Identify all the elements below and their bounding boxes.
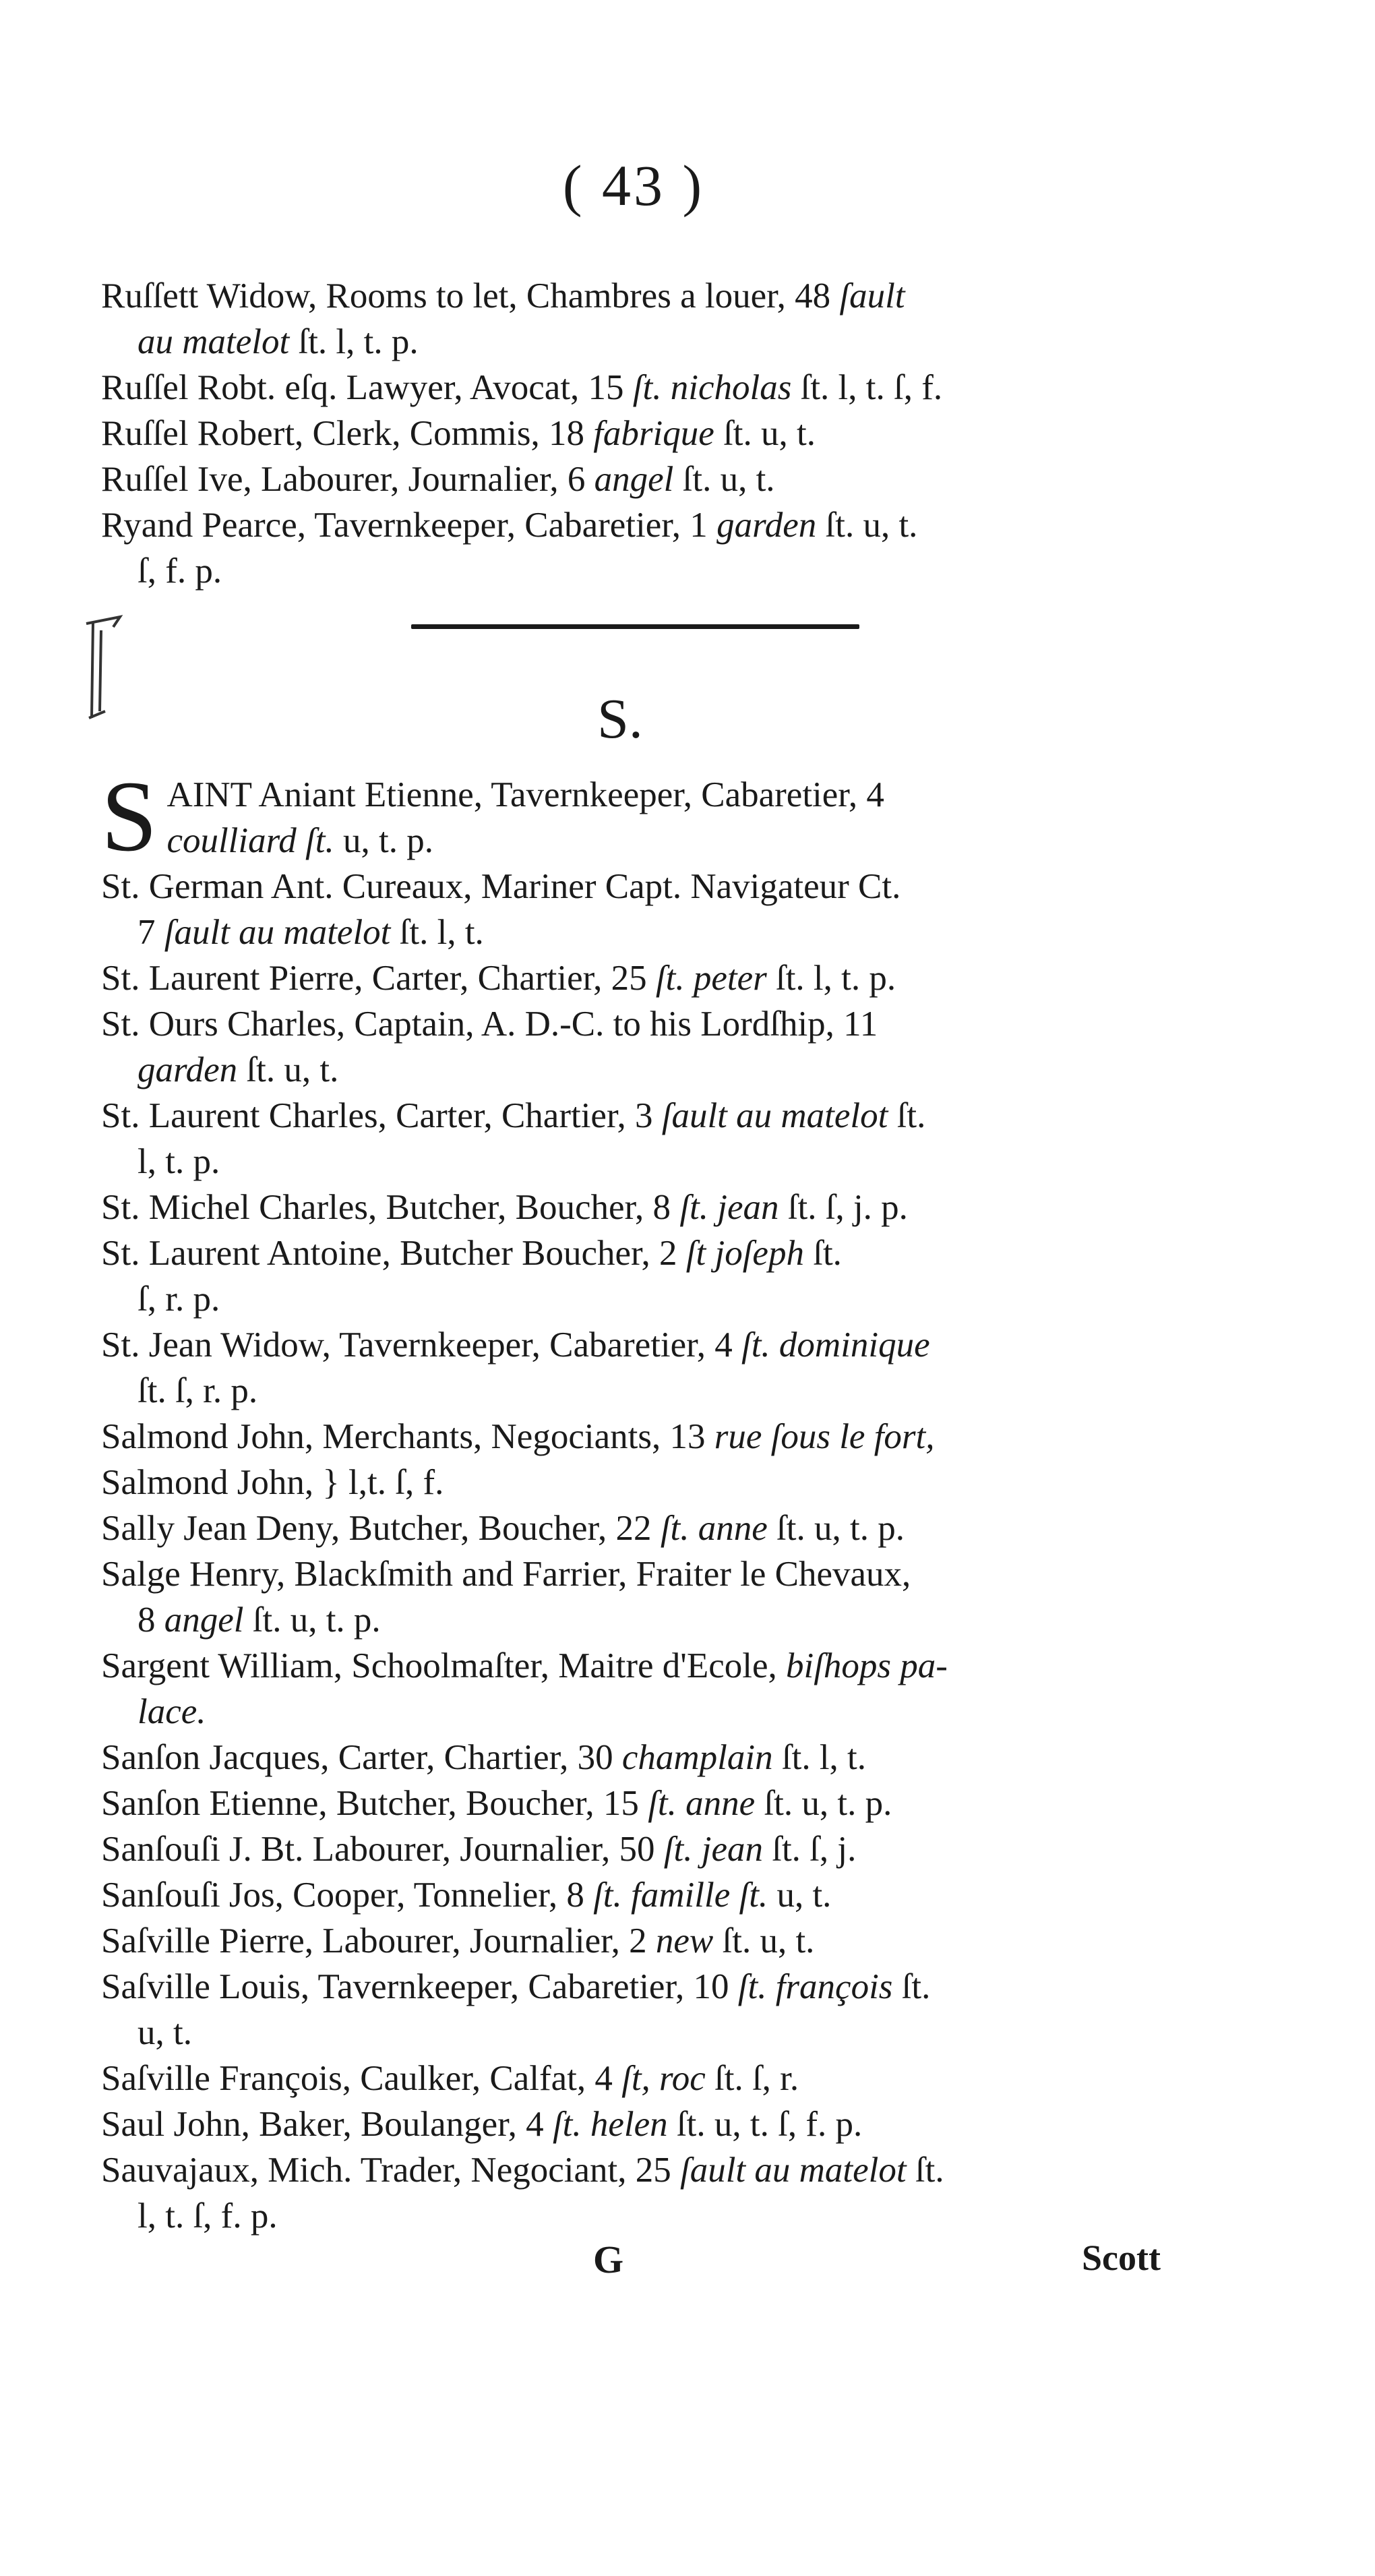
entry-text: Saſville François, Caulker, Calfat, 4 — [101, 2059, 622, 2098]
directory-entry — [101, 1551, 1173, 1643]
entry-location: ſt. — [803, 1234, 842, 1273]
entry-continuation-text: ſt. u, t. p. — [243, 1600, 381, 1640]
entry-address: ſt. peter — [655, 959, 767, 998]
entry-text: Sanſouſi J. Bt. Labourer, Journalier, 50 — [101, 1830, 664, 1869]
entry-location: ſt. — [892, 1967, 931, 2006]
entry-address: champlain — [621, 1738, 773, 1777]
entry-text: St. Michel Charles, Butcher, Boucher, 8 — [101, 1188, 680, 1227]
entry-continuation — [101, 1368, 1173, 1414]
entry-location: ſt. — [888, 1096, 926, 1135]
entry-address: ſt. helen — [552, 2105, 668, 2144]
entry-address: ſault au matelot — [661, 1096, 888, 1135]
entry-text: St. Laurent Antoine, Butcher Boucher, 2 — [101, 1234, 686, 1273]
entry-address: new — [655, 1921, 714, 1960]
directory-entry — [101, 273, 1173, 365]
entries-r — [101, 273, 1173, 594]
entry-location: ſt. u, t. — [714, 414, 816, 453]
directory-entry — [101, 365, 1173, 411]
entry-continuation-address: garden — [138, 1050, 238, 1089]
directory-entry — [101, 955, 1173, 1001]
entry-address: ſt joſeph — [685, 1234, 804, 1273]
entry-continuation-text: ſ, f. p. — [138, 551, 222, 591]
entry-text: Sauvajaux, Mich. Trader, Negociant, 25 — [101, 2151, 680, 2190]
entry-text: St. Laurent Pierre, Carter, Chartier, 25 — [101, 959, 656, 998]
entry-location: ſt. u, t. — [673, 460, 775, 499]
entry-continuation-text: u, t. p. — [334, 821, 433, 860]
entry-address: ſt. jean — [679, 1188, 779, 1227]
directory-entry — [101, 760, 1173, 872]
entry-location: ſt. l, t. p. — [766, 959, 896, 998]
catchword: Scott — [1082, 2238, 1161, 2278]
directory-entry — [101, 1735, 1173, 1780]
page-number: ( 43 ) — [562, 153, 705, 218]
entry-continuation — [101, 909, 1173, 955]
entry-text: Ruſſel Robt. eſq. Lawyer, Avocat, 15 — [101, 368, 633, 407]
directory-entry — [101, 1414, 1173, 1460]
entry-text: Sanſon Jacques, Carter, Chartier, 30 — [101, 1738, 622, 1777]
directory-entry — [101, 1460, 1173, 1505]
entry-continuation-number: 7 — [138, 913, 164, 952]
entry-location: ſt. ſ, j. p. — [778, 1188, 908, 1227]
directory-entry — [101, 2056, 1173, 2101]
entry-continuation — [101, 2193, 1173, 2239]
entry-continuation-text: ſt. u, t. — [237, 1050, 339, 1089]
entries-s — [101, 760, 1173, 2239]
entry-text: St. German Ant. Cureaux, Mariner Capt. Navigateur Ct. — [101, 867, 901, 906]
entry-location: ſt. ſ, j. — [762, 1830, 857, 1869]
entry-address: ſt. françois — [737, 1967, 893, 2006]
entry-address: ſt. jean — [663, 1830, 763, 1869]
entry-location: ſt. u, t. — [713, 1921, 815, 1960]
entry-text: Saſville Pierre, Labourer, Journalier, 2 — [101, 1921, 656, 1960]
entry-address: ſt, roc — [621, 2059, 706, 2098]
entry-continuation-address: ſault au matelot — [164, 913, 391, 952]
section-letter-heading: S. — [597, 688, 643, 750]
entry-continuation-text: l, t. p. — [138, 1142, 220, 1181]
entry-continuation-text: ſt. l, t. — [390, 913, 484, 952]
entry-text: St. Laurent Charles, Carter, Chartier, 3 — [101, 1096, 662, 1135]
entry-address: ſt. nicholas — [632, 368, 792, 407]
directory-entry — [101, 1230, 1173, 1322]
entry-address: biſhops pa- — [785, 1646, 948, 1685]
entry-location: ſt. l, t. ſ, f. — [791, 368, 943, 407]
entry-continuation — [101, 1276, 1173, 1322]
entry-continuation — [101, 818, 1173, 864]
entry-text: Saul John, Baker, Boulanger, 4 — [101, 2105, 553, 2144]
entry-continuation-address: coulliard ſt. — [166, 821, 334, 860]
entry-text: AINT Aniant Etienne, Tavernkeeper, Cabaretier, 4 — [166, 775, 884, 814]
entry-text: Ryand Pearce, Tavernkeeper, Cabaretier, 1 — [101, 506, 717, 545]
directory-entry — [101, 1001, 1173, 1093]
entry-location: ſt. u, t. p. — [755, 1784, 892, 1823]
entry-text: Salmond John, } l,t. ſ, f. — [101, 1463, 444, 1502]
entry-continuation — [101, 2010, 1173, 2056]
entry-text: Ruſſel Ive, Labourer, Journalier, 6 — [101, 460, 594, 499]
entry-address: angel — [594, 460, 674, 499]
entry-continuation — [101, 1689, 1173, 1735]
entry-location: ſt. l, t. — [772, 1738, 867, 1777]
directory-entry — [101, 1872, 1173, 1918]
directory-entry — [101, 1918, 1173, 1964]
entry-address: ſault — [839, 276, 905, 316]
entry-location: ſt. u, t. — [816, 506, 918, 545]
entry-address: ſt. famille ſt. — [593, 1876, 768, 1915]
directory-entry — [101, 411, 1173, 456]
entry-address: garden — [716, 506, 817, 545]
entry-continuation — [101, 319, 1173, 365]
directory-entry — [101, 1780, 1173, 1826]
entry-text: Sargent William, Schoolmaſter, Maitre d'Ecole, — [101, 1646, 786, 1685]
entry-location: ſt. ſ, r. — [705, 2059, 799, 2098]
entry-address: rue ſous le fort, — [714, 1417, 935, 1456]
entry-continuation-text: ſ, r. p. — [138, 1280, 220, 1319]
entry-location: ſt. u, t. p. — [767, 1509, 905, 1548]
entry-address: ſt. dominique — [741, 1325, 930, 1365]
entry-continuation-text: l, t. ſ, f. p. — [138, 2196, 278, 2236]
entry-continuation-address: angel — [164, 1600, 244, 1640]
directory-entry — [101, 1185, 1173, 1230]
entry-continuation-address: lace. — [138, 1692, 206, 1731]
entry-text: Salge Henry, Blackſmith and Farrier, Fraiter le Chevaux, — [101, 1555, 911, 1594]
entry-continuation-text: ſt. ſ, r. p. — [138, 1371, 258, 1410]
entry-address: ſault au matelot — [679, 2151, 907, 2190]
entry-continuation-text: ſt. l, t. p. — [289, 322, 419, 361]
directory-entry — [101, 1643, 1173, 1735]
entry-address: ſt. anne — [648, 1784, 756, 1823]
entry-continuation — [101, 548, 1173, 594]
entry-text: St. Ours Charles, Captain, A. D.-C. to his Lordſhip, 11 — [101, 1005, 878, 1044]
entry-text: St. Jean Widow, Tavernkeeper, Cabaretier, 4 — [101, 1325, 741, 1365]
entry-text: Sanſouſi Jos, Cooper, Tonnelier, 8 — [101, 1876, 594, 1915]
entry-text: Sally Jean Deny, Butcher, Boucher, 22 — [101, 1509, 661, 1548]
directory-entry — [101, 502, 1173, 594]
directory-entry — [101, 1826, 1173, 1872]
directory-entry — [101, 1322, 1173, 1414]
directory-entry — [101, 2101, 1173, 2147]
drop-cap-letter: S — [101, 760, 158, 872]
directory-entry — [101, 456, 1173, 502]
printer-signature-mark: G — [593, 2238, 624, 2281]
entry-continuation-address: au matelot — [138, 322, 290, 361]
directory-entry — [101, 1093, 1173, 1185]
entry-address: fabrique — [593, 414, 714, 453]
directory-entry — [101, 1505, 1173, 1551]
entry-location: ſt. u, t. ſ, f. p. — [667, 2105, 863, 2144]
entry-text: Ruſſel Robert, Clerk, Commis, 18 — [101, 414, 594, 453]
section-divider-rule — [411, 624, 859, 629]
entry-continuation — [101, 1139, 1173, 1185]
entry-address: ſt. anne — [660, 1509, 768, 1548]
entry-continuation-number: 8 — [138, 1600, 164, 1640]
entry-continuation — [101, 1047, 1173, 1093]
entry-text: Saſville Louis, Tavernkeeper, Cabaretier, 10 — [101, 1967, 738, 2006]
entry-continuation-text: u, t. — [138, 2013, 192, 2052]
entry-location: ſt. — [906, 2151, 944, 2190]
entry-text: Sanſon Etienne, Butcher, Boucher, 15 — [101, 1784, 648, 1823]
directory-entry — [101, 1964, 1173, 2056]
entry-text: Salmond John, Merchants, Negociants, 13 — [101, 1417, 714, 1456]
directory-entry — [101, 2147, 1173, 2239]
directory-entry — [101, 864, 1173, 955]
entry-text: Ruſſett Widow, Rooms to let, Chambres a louer, 48 — [101, 276, 840, 316]
entry-continuation — [101, 1597, 1173, 1643]
entry-location: u, t. — [768, 1876, 832, 1915]
